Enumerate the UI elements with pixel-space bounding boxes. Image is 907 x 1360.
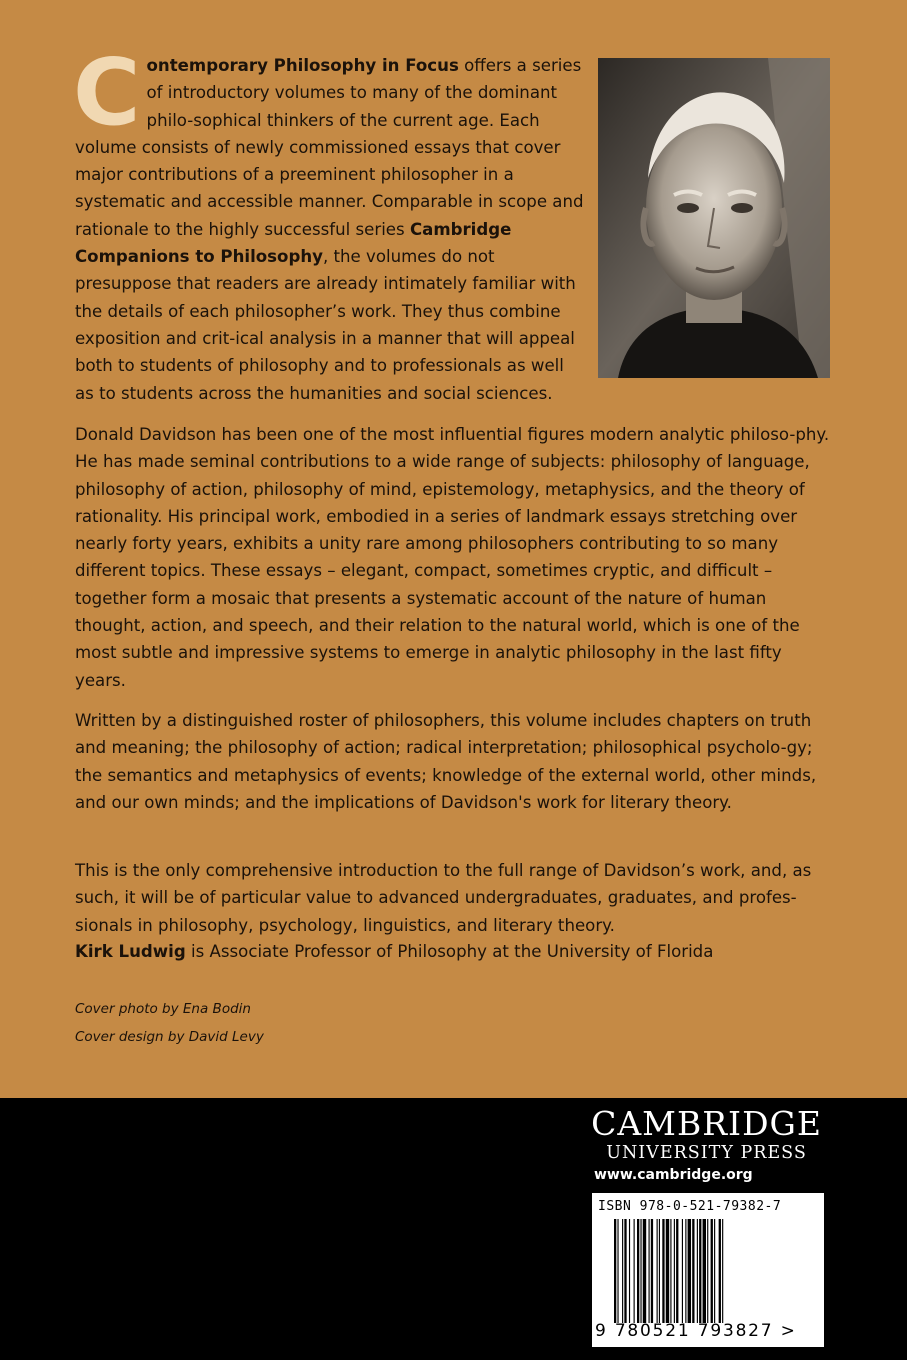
barcode-bar bbox=[643, 1219, 646, 1323]
barcode-bar bbox=[629, 1219, 630, 1323]
cover-credits bbox=[75, 995, 264, 1051]
barcode-bar bbox=[682, 1219, 683, 1323]
intro-text-b: , the volumes do not presuppose that readers are already intimately familiar with the details of each philosopher’s work. They thus combine exposition and crit-ical analysis in a manner that will appeal both to students of philosophy and to professionals as well as to students across the humanities and social sciences. bbox=[75, 247, 576, 403]
portrait-image bbox=[598, 58, 830, 378]
isbn-label: ISBN 978-0-521-79382-7 bbox=[598, 1199, 782, 1214]
barcode-bar bbox=[640, 1219, 641, 1323]
design-credit: Cover design by David Levy bbox=[75, 1029, 264, 1045]
barcode-bar bbox=[685, 1219, 686, 1323]
companion-series-name: Cambridge Companions to Philosophy bbox=[75, 219, 512, 267]
barcode-bar bbox=[676, 1219, 678, 1323]
barcode-bar bbox=[699, 1219, 701, 1323]
barcode-bar bbox=[688, 1219, 691, 1323]
barcode-bar bbox=[659, 1219, 660, 1323]
barcode-bar bbox=[666, 1219, 669, 1323]
barcode-bar bbox=[670, 1219, 671, 1323]
publisher-url: www.cambridge.org bbox=[594, 1167, 753, 1183]
barcode-bar bbox=[614, 1219, 616, 1323]
barcode-bar bbox=[617, 1219, 618, 1323]
barcode-bar bbox=[624, 1219, 626, 1323]
barcode-bar bbox=[711, 1219, 713, 1323]
barcode-bars bbox=[614, 1219, 814, 1323]
publisher-press: UNIVERSITY PRESS bbox=[606, 1143, 807, 1163]
barcode-bar bbox=[707, 1219, 708, 1323]
isbn-barcode bbox=[592, 1193, 824, 1347]
author-bio: is Associate Professor of Philosophy at the University of Florida bbox=[185, 942, 714, 961]
barcode-bar bbox=[637, 1219, 639, 1323]
barcode-digits: 9 780521 793827 > bbox=[595, 1321, 797, 1341]
barcode-bar bbox=[722, 1219, 723, 1323]
barcode-bar bbox=[703, 1219, 706, 1323]
barcode-bar bbox=[697, 1219, 698, 1323]
photo-credit: Cover photo by Ena Bodin bbox=[75, 1001, 251, 1017]
author-name: Kirk Ludwig bbox=[75, 942, 186, 961]
barcode-bar bbox=[662, 1219, 664, 1323]
publisher-name: CAMBRIDGE bbox=[591, 1104, 822, 1143]
author-line bbox=[75, 938, 713, 965]
intro-paragraph bbox=[73, 39, 585, 407]
barcode-bar bbox=[651, 1219, 653, 1323]
barcode-bar bbox=[622, 1219, 623, 1323]
dropcap: C bbox=[73, 39, 141, 146]
description-paragraph: Donald Davidson has been one of the most influential figures modern analytic philoso-phy. He has made seminal contributions to a wide range of subjects: philosophy of language, philosophy of action, philosophy of mind, epistemology, metaphysics, and the theory of rationality. His principal work, embodied in a series of landmark essays stretching over nearly forty years, exhibits a unity rare among philosophers contributing to so many different topics. These essays – elegant, compact, sometimes cryptic, and difficult – together form a mosaic that presents a systematic account of the nature of human thought, action, and speech, and their relation to the natural world, which is one of the most subtle and impressive systems to emerge in analytic philosophy in the last fifty years. bbox=[75, 425, 830, 690]
audience-paragraph: This is the only comprehensive introduction to the full range of Davidson’s work, and, as such, it will be of particular value to advanced undergraduates, graduates, and profes-sionals in philosophy, psychology, linguistics, and literary theory. bbox=[75, 861, 812, 935]
intro-text-a: offers a series of introductory volumes to many of the dominant philo-sophical thinkers of the current age. Each volume consists of newly commissioned essays that cover major contributions of a preeminent philosopher in a systematic and accessible manner. Comparable in scope and rationale to the highly successful series bbox=[75, 56, 584, 239]
barcode-bar bbox=[634, 1219, 635, 1323]
series-name: ontemporary Philosophy in Focus bbox=[146, 56, 459, 75]
publisher-logo bbox=[591, 1106, 822, 1164]
barcode-bar bbox=[719, 1219, 721, 1323]
author-portrait-photo bbox=[598, 58, 830, 378]
barcode-bar bbox=[674, 1219, 675, 1323]
barcode-bar bbox=[649, 1219, 650, 1323]
barcode-bar bbox=[692, 1219, 694, 1323]
contents-paragraph: Written by a distinguished roster of philosophers, this volume includes chapters on truth and meaning; the philosophy of action; radical interpretation; philosophical psycholo-gy; the semantics and metaphysics of events; knowledge of the external world, other minds, and our own minds; and the implications of Davidson's work for literary theory. bbox=[75, 711, 817, 812]
barcode-bar bbox=[657, 1219, 658, 1323]
barcode-bar bbox=[714, 1219, 715, 1323]
